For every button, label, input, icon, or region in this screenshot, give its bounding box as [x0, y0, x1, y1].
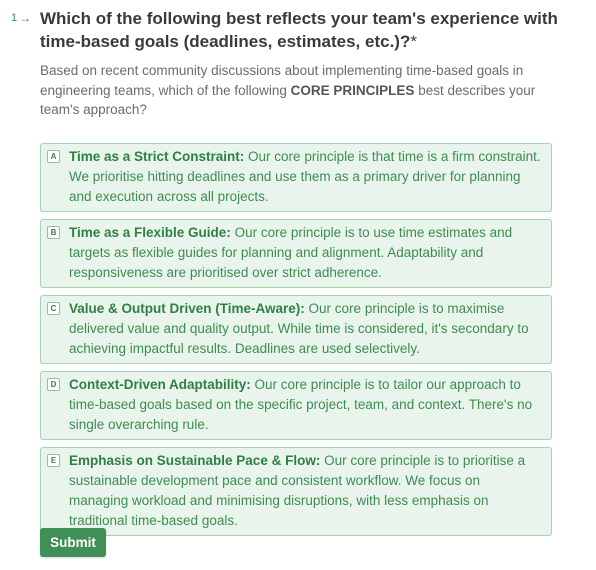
option-lead: Emphasis on Sustainable Pace & Flow:	[69, 453, 321, 468]
options-list	[40, 143, 552, 543]
option-key-a: A	[47, 150, 60, 163]
description-after: best describes your team's approach?	[40, 82, 536, 118]
option-body: Our core principle is to prioritise a sustainable development pace and consistent workflow. We focus on managing workload and minimising disruptions, with less emphasis on traditional time-based goals.	[69, 453, 526, 528]
right-arrow-icon: →	[19, 11, 32, 25]
option-text	[69, 375, 541, 435]
submit-button[interactable]: Submit	[40, 528, 106, 557]
option-c[interactable]	[40, 295, 552, 364]
option-body: Our core principle is to maximise delivered value and quality output. While time is considered, it's secondary to achieving impactful results. Deadlines are used selectively.	[69, 301, 529, 356]
option-text	[69, 451, 541, 531]
option-b[interactable]	[40, 219, 552, 288]
option-lead: Time as a Flexible Guide:	[69, 225, 231, 240]
option-body: Our core principle is that time is a firm constraint. We prioritise hitting deadlines and use them as a primary driver for planning and execution across all projects.	[69, 149, 541, 204]
option-lead: Context-Driven Adaptability:	[69, 377, 251, 392]
option-key-d: D	[47, 378, 60, 391]
description-before: Based on recent community discussions about implementing time-based goals in engineering teams, which of the following	[40, 63, 524, 98]
option-key-c: C	[47, 302, 60, 315]
question-title	[40, 7, 560, 53]
question-number	[11, 11, 31, 25]
option-e[interactable]	[40, 447, 552, 536]
option-text	[69, 147, 541, 207]
option-key-b: B	[47, 226, 60, 239]
option-body: Our core principle is to use time estimates and targets as flexible guides for planning and alignment. Adaptability and responsiveness are prioritised over strict adherence.	[69, 225, 513, 280]
description-emphasis: CORE PRINCIPLES	[290, 82, 415, 98]
question-description	[40, 61, 550, 120]
option-text	[69, 299, 541, 359]
option-lead: Value & Output Driven (Time-Aware):	[69, 301, 305, 316]
question-number-label: 1	[11, 12, 18, 24]
option-d[interactable]	[40, 371, 552, 440]
option-text	[69, 223, 541, 283]
option-body: Our core principle is to tailor our approach to time-based goals based on the specific project, team, and context. There's no single overarching rule.	[69, 377, 533, 432]
required-mark: *	[410, 32, 417, 51]
option-a[interactable]	[40, 143, 552, 212]
option-lead: Time as a Strict Constraint:	[69, 149, 245, 164]
question-title-text: Which of the following best reflects your team's experience with time-based goals (deadlines, estimates, etc.)?	[40, 9, 558, 51]
option-key-e: E	[47, 454, 60, 467]
